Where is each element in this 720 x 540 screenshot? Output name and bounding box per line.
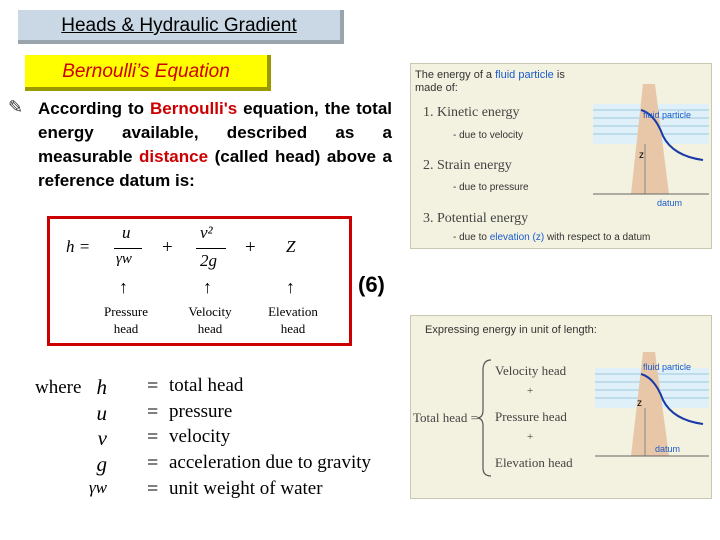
term3: Z — [286, 237, 296, 256]
fluid-particle-label: fluid particle — [643, 362, 692, 372]
definition-text: unit weight of water — [169, 478, 323, 499]
plus-2: + — [245, 237, 256, 258]
bullet-part1: According to — [38, 99, 151, 118]
elevation-highlight: elevation (z) — [489, 232, 545, 243]
term1-numerator: u — [122, 223, 131, 242]
strain-energy-sub: - due to pressure — [453, 182, 529, 193]
term2-denominator: 2g — [200, 251, 217, 270]
definition-text: total head — [169, 375, 244, 396]
arrow-up-icon: ↑ — [286, 277, 295, 297]
equation-number: (6) — [358, 272, 385, 297]
term1-denominator: γw — [116, 251, 132, 267]
definition-equals: = — [147, 478, 159, 500]
z-label: z — [637, 398, 642, 409]
slide-title-box — [18, 10, 344, 44]
equation-lhs: h = — [66, 237, 91, 256]
fluid-particle-highlight: fluid particle — [495, 69, 554, 81]
datum-label: datum — [657, 198, 683, 208]
bullet-text — [38, 97, 392, 193]
elevation-head-label: Elevation head — [268, 304, 318, 336]
definition-equals: = — [147, 375, 159, 397]
definition-equals: = — [147, 452, 159, 474]
pen-bullet-icon: ✎ — [8, 97, 24, 117]
arrow-up-icon: ↑ — [119, 277, 128, 297]
term2-numerator: v² — [200, 223, 213, 242]
potential-energy-sub — [453, 232, 650, 243]
energy-head-panel — [410, 315, 712, 499]
panel2-heading: Expressing energy in unit of length: — [425, 324, 597, 336]
definition-text: pressure — [169, 401, 233, 422]
total-head-text: Total head = — [413, 410, 478, 425]
kinetic-energy-sub: - due to velocity — [453, 130, 524, 141]
definition-symbol: g — [96, 452, 107, 476]
slide-title: Heads & Hydraulic Gradient — [61, 15, 297, 36]
fluid-particle-diagram — [593, 74, 709, 214]
definition-text: velocity — [169, 426, 231, 447]
panel1-heading-part: is made of: — [415, 69, 565, 94]
definition-equals: = — [147, 401, 159, 423]
definition-symbol: v — [97, 426, 107, 450]
kinetic-energy-item: 1. Kinetic energy — [423, 105, 520, 120]
velocity-head-label: Velocity head — [188, 304, 232, 336]
plus-sign: + — [527, 431, 534, 443]
plus-1: + — [162, 237, 173, 258]
potential-sub-part: with respect to a datum — [544, 232, 651, 243]
distance-highlight: distance — [139, 147, 209, 166]
bullet-part3: (called head) above a reference datum is: — [38, 147, 392, 190]
panel1-heading — [415, 69, 575, 95]
z-label: z — [639, 150, 644, 161]
bullet-part2: equation, the total energy available, described as a measurable — [38, 99, 393, 166]
panel1-heading-part: The energy of a — [415, 69, 496, 81]
definition-equals: = — [147, 426, 159, 448]
arrow-up-icon: ↑ — [203, 277, 212, 297]
velocity-head-text: Velocity head — [495, 363, 567, 378]
strain-energy-item: 2. Strain energy — [423, 158, 512, 173]
pressure-head-label: Pressure head — [103, 304, 149, 336]
elevation-head-text: Elevation head — [495, 455, 573, 470]
subtitle: Bernoulli’s Equation — [62, 61, 230, 82]
where-label: where — [35, 377, 82, 398]
potential-energy-item: 3. Potential energy — [423, 211, 529, 226]
fluid-particle-label: fluid particle — [643, 110, 692, 120]
definition-symbol: u — [96, 401, 107, 425]
fraction-bar-1 — [114, 248, 142, 249]
fraction-bar-2 — [196, 248, 226, 249]
brace-icon — [475, 358, 495, 478]
datum-label: datum — [655, 444, 681, 454]
definition-text: acceleration due to gravity — [169, 452, 372, 473]
subtitle-box — [25, 55, 271, 91]
definition-symbol: h — [96, 375, 107, 399]
pressure-head-text: Pressure head — [495, 409, 567, 424]
bernoulli-highlight: Bernoulli's — [150, 99, 238, 118]
energy-components-panel — [410, 63, 712, 249]
plus-sign: + — [527, 385, 534, 397]
equation-box — [47, 216, 352, 346]
potential-sub-part: - due to — [453, 232, 490, 243]
definition-symbol: γw — [88, 478, 107, 497]
